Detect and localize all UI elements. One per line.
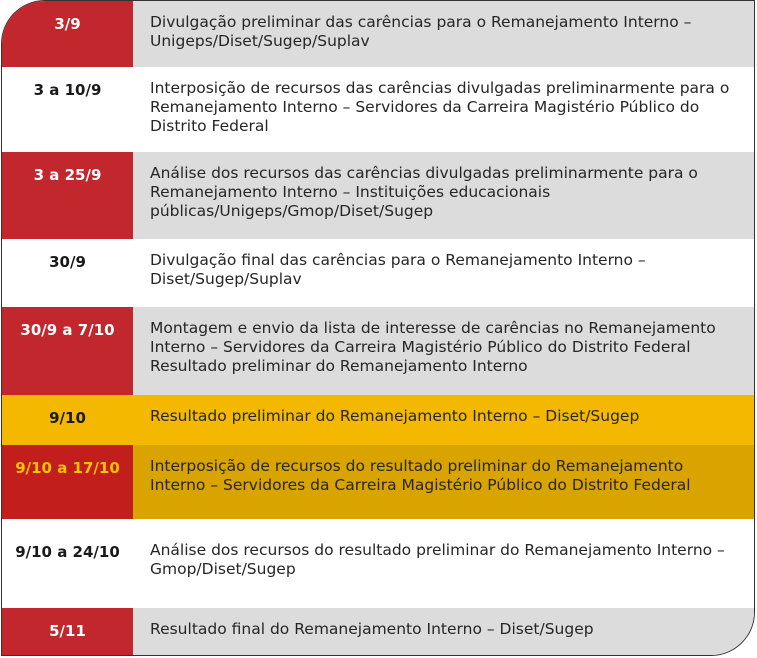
timeline-row bbox=[2, 1, 754, 67]
timeline-description: Interposição de recursos das carências divulgadas preliminarmente para o Remanejamento Interno – Servidores da Carreira Magistério Público do Distrito Federal bbox=[133, 67, 754, 150]
timeline-date: 30/9 bbox=[2, 239, 133, 307]
timeline-description: Análise dos recursos das carências divulgadas preliminarmente para o Remanejamento Interno – Instituições educacionais públicas/Unigeps/Gmop/Diset/Sugep bbox=[133, 152, 754, 239]
timeline-row bbox=[2, 519, 754, 606]
timeline-date: 9/10 a 24/10 bbox=[2, 519, 133, 606]
timeline-row bbox=[2, 445, 754, 519]
timeline-row bbox=[2, 152, 754, 239]
schedule-card bbox=[1, 0, 755, 656]
timeline-description: Resultado preliminar do Remanejamento Interno – Diset/Sugep bbox=[133, 395, 754, 445]
timeline-date: 9/10 a 17/10 bbox=[2, 445, 133, 519]
timeline-date: 30/9 a 7/10 bbox=[2, 307, 133, 395]
timeline-row bbox=[2, 395, 754, 445]
timeline-date: 9/10 bbox=[2, 395, 133, 445]
timeline-description: Divulgação final das carências para o Remanejamento Interno – Diset/Sugep/Suplav bbox=[133, 239, 754, 307]
timeline-date: 3 a 10/9 bbox=[2, 67, 133, 150]
timeline-date: 3 a 25/9 bbox=[2, 152, 133, 239]
timeline-row bbox=[2, 67, 754, 150]
timeline-description: Montagem e envio da lista de interesse de carências no Remanejamento Interno – Servidores da Carreira Magistério Público do Distrito Federal Resultado preliminar do Remanejamento Interno bbox=[133, 307, 754, 395]
timeline-row bbox=[2, 239, 754, 307]
timeline-date: 3/9 bbox=[2, 1, 133, 67]
timeline-description: Análise dos recursos do resultado preliminar do Remanejamento Interno – Gmop/Diset/Sugep bbox=[133, 519, 754, 606]
timeline-row bbox=[2, 307, 754, 395]
timeline-date: 5/11 bbox=[2, 608, 133, 656]
timeline-description: Interposição de recursos do resultado preliminar do Remanejamento Interno – Servidores da Carreira Magistério Público do Distrito Federal bbox=[133, 445, 754, 519]
timeline-description: Resultado final do Remanejamento Interno – Diset/Sugep bbox=[133, 608, 754, 656]
timeline-description: Divulgação preliminar das carências para o Remanejamento Interno – Unigeps/Diset/Sugep/Suplav bbox=[133, 1, 754, 67]
timeline-row bbox=[2, 608, 754, 656]
